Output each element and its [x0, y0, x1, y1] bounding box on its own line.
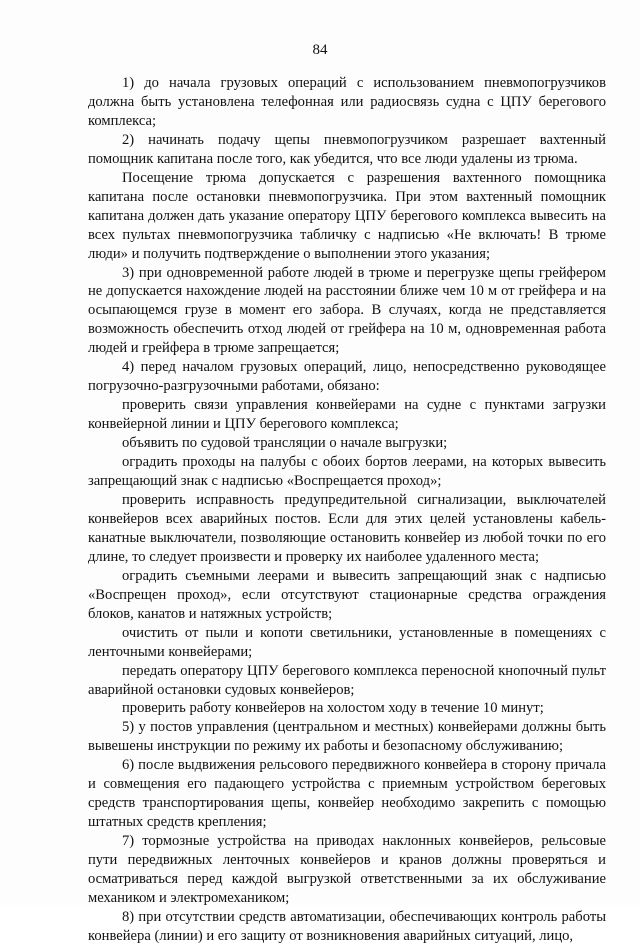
- paragraph-hold-visit: Посещение трюма допускается с разрешения вахтенного помощника капитана после остановки пневмопогрузчика. При этом вахтенный помощник капитана должен дать указание оператору ЦПУ берегового комплекса вывесить на всех пультах пневмопогрузчика табличку с надписью «Не включать! В трюме люди» и получить подтверждение о выполнении этого указания;: [88, 169, 606, 262]
- paragraph-handover-remote-control: передать оператору ЦПУ берегового комплекса переносной кнопочный пульт аварийной остановки судовых конвейеров;: [88, 662, 606, 698]
- paragraph-check-conveyor-links: проверить связи управления конвейерами на судне с пунктами загрузки конвейерной линии и ЦПУ берегового комплекса;: [88, 397, 606, 433]
- paragraph-item-7-brake-devices: 7) тормозные устройства на приводах наклонных конвейеров, рельсовые пути передвижных ленточных конвейеров и кранов должны проверяться и осматриваться перед каждой выгрузкой ответственными за их обслуживание механиком и электромехаником;: [88, 833, 606, 906]
- paragraph-item-5-control-posts: 5) у постов управления (центральном и местных) конвейерами должны быть вывешены инструкции по режиму их работы и безопасному обслуживанию;: [88, 719, 606, 755]
- paragraph-announce-unloading: объявить по судовой трансляции о начале выгрузки;: [122, 435, 448, 452]
- paragraph-item-3-grab-operations: 3) при одновременной работе людей в трюме и перегрузке щепы грейфером не допускается нахождение людей на расстоянии ближе чем 10 м от грейфера и на осыпающемся грузе в момент его забора. В случаях, когда не представляется возможность обеспечить отход людей от грейфера на 10 м, одновременная работа людей и грейфера в трюме запрещается;: [88, 264, 606, 357]
- paragraph-fence-removable-rails: оградить съемными леерами и вывесить запрещающий знак с надписью «Воспрещен проход», если отсутствуют стационарные средства ограждения блоков, канатов и натяжных устройств;: [88, 567, 606, 622]
- paragraph-item-6-rail-conveyor: 6) после выдвижения рельсового передвижного конвейера в сторону причала и совмещения его падающего устройства с приемным устройством береговых средств транспортирования щепы, конвейер необходимо закрепить с помощью штатных средств крепления;: [88, 757, 606, 831]
- paragraph-fence-passages: оградить проходы на палубы с обоих бортов леерами, на которых вывесить запрещающий знак с надписью «Воспрещается проход»;: [88, 454, 606, 490]
- document-body: [88, 74, 606, 946]
- paragraph-item-1-telephone-connection: 1) до начала грузовых операций с использованием пневмопогрузчиков должна быть установлена телефонная или радиосвязь судна с ЦПУ берегового комплекса;: [88, 75, 606, 129]
- paragraph-item-2-start-chip-feed: 2) начинать подачу щепы пневмопогрузчиком разрешает вахтенный помощник капитана после того, как убедится, что все люди удалены из трюма.: [88, 131, 606, 167]
- paragraph-item-4-before-cargo-operations: 4) перед началом грузовых операций, лицо, непосредственно руководящее погрузочно-разгрузочными работами, обязано:: [88, 359, 606, 395]
- paragraph-clean-lamps: очистить от пыли и копоти светильники, установленные в помещениях с ленточными конвейерами;: [88, 624, 606, 660]
- paragraph-check-alarm-switches: проверить исправность предупредительной сигнализации, выключателей конвейеров всех аварийных постов. Если для этих целей установлены кабель-канатные выключатели, позволяющие остановить конвейер из любой точки по его длине, то следует произвести и проверку их наиболее удаленного места;: [88, 491, 606, 565]
- paragraph-idle-run-check: проверить работу конвейеров на холостом ходу в течение 10 минут;: [122, 700, 544, 717]
- paragraph-item-8-no-automation: 8) при отсутствии средств автоматизации, обеспечивающих контроль работы конвейера (линии) и его защиту от возникновения аварийных ситуаций, лицо,: [88, 908, 606, 944]
- page-number: 84: [312, 42, 328, 58]
